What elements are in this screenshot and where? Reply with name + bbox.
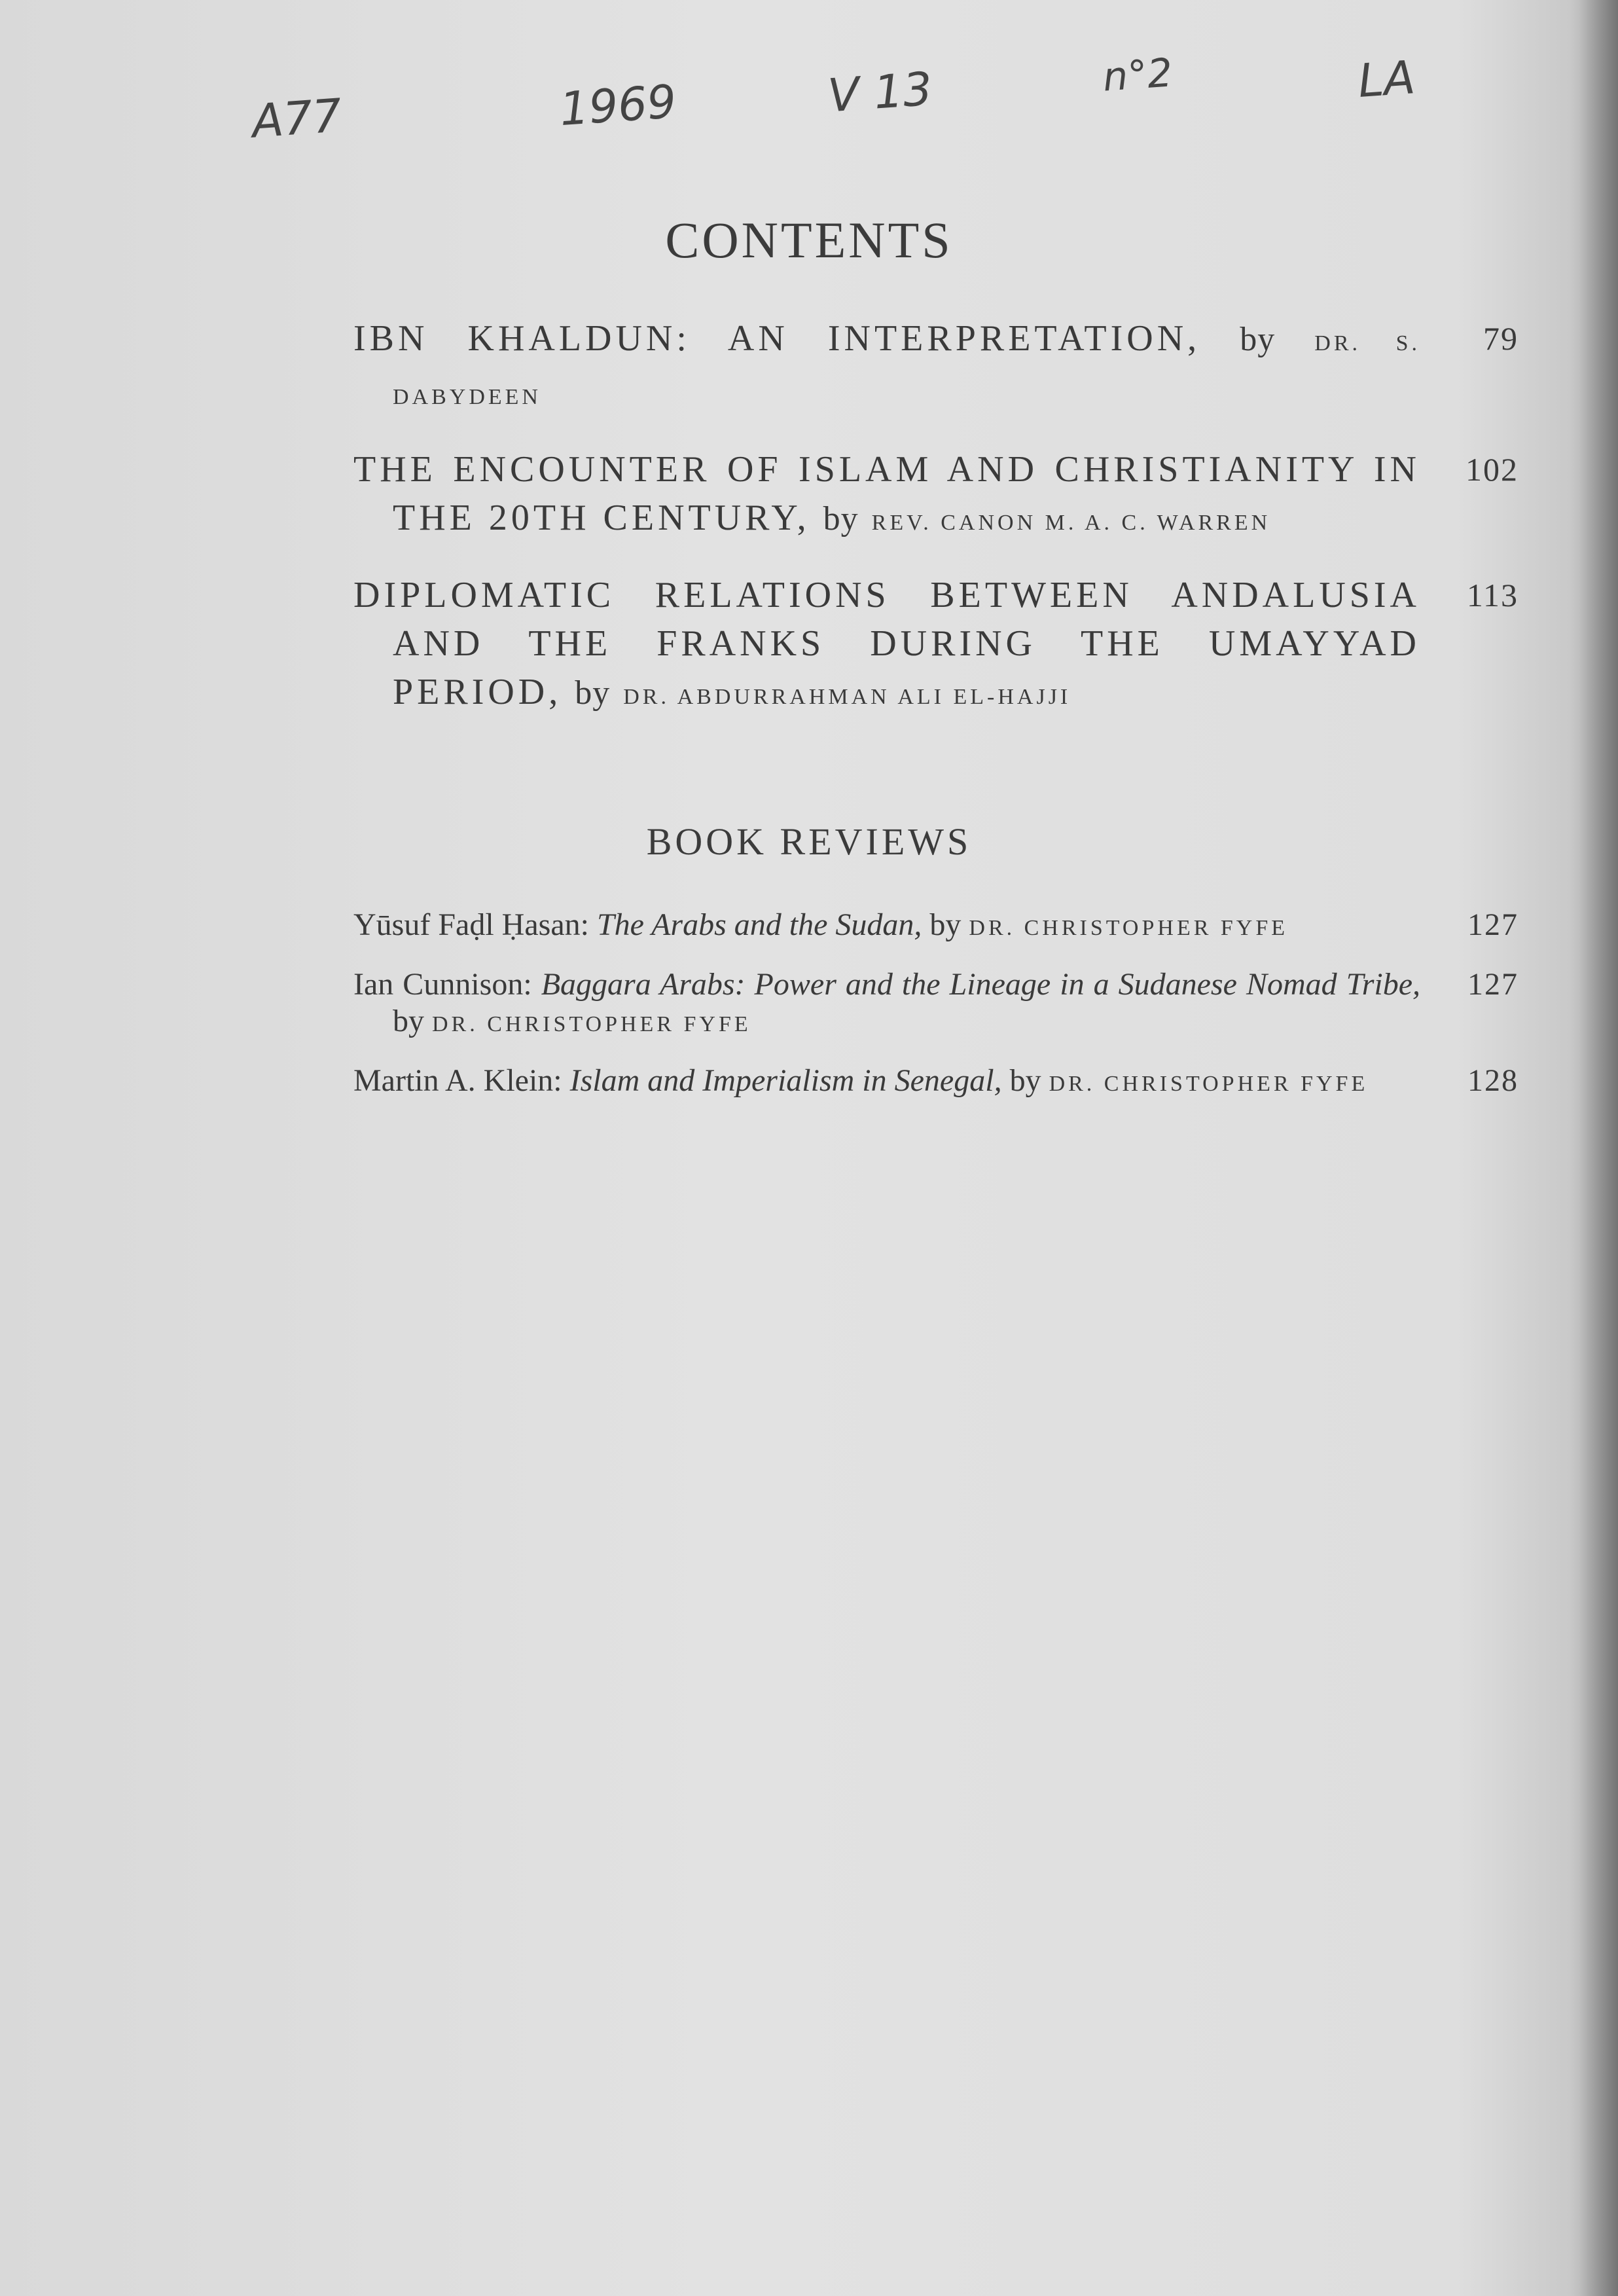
handwritten-note: n°2 <box>1101 50 1174 101</box>
reviewer: DR. CHRISTOPHER FYFE <box>969 916 1289 940</box>
page-number: 127 <box>1467 907 1519 942</box>
page-number: 128 <box>1467 1063 1519 1098</box>
page-number: 113 <box>1466 577 1519 613</box>
handwritten-note: LA <box>1356 50 1417 108</box>
article-entry <box>353 571 1420 721</box>
contents-list <box>353 314 1519 745</box>
list-item <box>353 1063 1519 1102</box>
article-author: DR. S. DABYDEEN <box>393 331 1421 409</box>
handwritten-notes <box>0 52 1618 151</box>
article-entry <box>353 445 1420 547</box>
review-entry <box>353 907 1420 947</box>
article-author: DR. ABDURRAHMAN ALI EL-HAJJI <box>623 685 1071 709</box>
page-number: 102 <box>1465 451 1519 488</box>
list-item <box>353 966 1519 1043</box>
article-title: THE ENCOUNTER OF ISLAM AND CHRISTIANITY IN THE 20TH CENTURY, <box>353 449 1420 538</box>
handwritten-note: 1969 <box>558 74 678 137</box>
page-number: 79 <box>1483 320 1519 357</box>
handwritten-note: A77 <box>250 88 344 149</box>
by-label: by <box>1240 321 1276 358</box>
review-entry <box>353 1063 1420 1102</box>
reviewer: DR. CHRISTOPHER FYFE <box>432 1012 751 1036</box>
list-item <box>353 571 1519 721</box>
list-item <box>353 314 1519 422</box>
by-label: by <box>575 674 611 712</box>
handwritten-note: V 13 <box>826 62 934 123</box>
book-title: The Arabs and the Sudan, <box>596 907 922 942</box>
article-title: IBN KHALDUN: AN INTERPRETATION, <box>353 318 1201 359</box>
book-title: Baggara Arabs: Power and the Lineage in a Sudanese Nomad Tribe, <box>541 967 1421 1002</box>
review-entry <box>353 966 1420 1043</box>
article-author: REV. CANON M. A. C. WARREN <box>871 511 1271 535</box>
page-number: 127 <box>1467 967 1519 1002</box>
reviewer: DR. CHRISTOPHER FYFE <box>1049 1072 1369 1096</box>
section-heading: BOOK REVIEWS <box>646 820 972 863</box>
list-item <box>353 445 1519 547</box>
book-title: Islam and Imperialism in Senegal, <box>569 1063 1002 1098</box>
book-author: Martin A. Klein: <box>353 1063 562 1098</box>
by-label: by <box>929 907 962 942</box>
page-edge-shadow <box>1579 0 1618 2296</box>
reviews-list <box>353 907 1519 1122</box>
article-entry <box>353 314 1420 422</box>
by-label: by <box>1009 1063 1041 1098</box>
article-title: DIPLOMATIC RELATIONS BETWEEN ANDALUSIA AND THE FRANKS DURING THE UMAYYAD PERIOD, <box>353 575 1420 712</box>
list-item <box>353 907 1519 947</box>
book-author: Yūsuf Faḍl Ḥasan: <box>353 907 589 942</box>
by-label: by <box>823 500 859 538</box>
by-label: by <box>393 1004 424 1038</box>
book-author: Ian Cunnison: <box>353 967 532 1002</box>
page-title: CONTENTS <box>665 211 953 268</box>
